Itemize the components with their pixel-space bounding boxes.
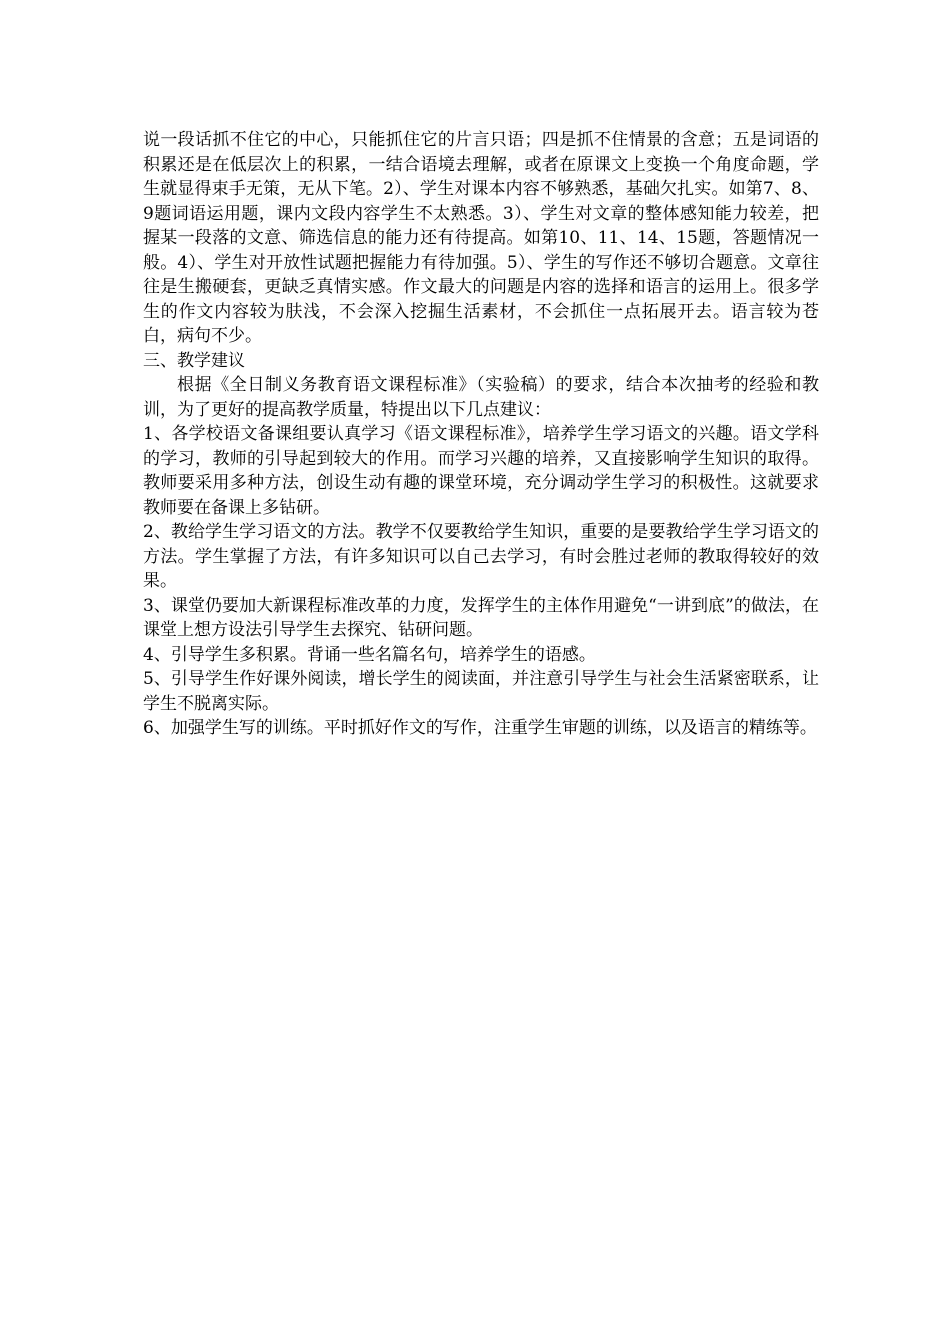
analysis-paragraph: 说一段话抓不住它的中心，只能抓住它的片言只语；四是抓不住情景的含意；五是词语的积累还是在低层次上的积累，一结合语境去理解，或者在原课文上变换一个角度命题，学生就显得束手无策，无从下笔。2）、学生对课本内容不够熟悉，基础欠扎实。如第7、8、9题词语运用题，课内文段内容学生不太熟悉。3）、学生对文章的整体感知能力较差，把握某一段落的文意、筛选信息的能力还有待提高。如第10、11、14、15题，答题情况一般。4）、学生对开放性试题把握能力有待加强。5）、学生的写作还不够切合题意。文章往往是生搬硬套，更缺乏真情实感。作文最大的问题是内容的选择和语言的运用上。很多学生的作文内容较为肤浅，不会深入挖掘生活素材，不会抓住一点拓展开去。语言较为苍白，病句不少。	[143, 130, 819, 346]
suggestion-item-2: 2、教给学生学习语文的方法。教学不仅要教给学生知识，重要的是要教给学生学习语文的方法。学生掌握了方法，有许多知识可以自己去学习，有时会胜过老师的教取得较好的效果。	[143, 522, 819, 591]
suggestion-item-5: 5、引导学生作好课外阅读，增长学生的阅读面，并注意引导学生与社会生活紧密联系，让学生不脱离实际。	[143, 669, 819, 714]
section-heading-teaching-suggestions: 三、教学建议	[143, 350, 245, 371]
suggestions-intro-paragraph: 根据《全日制义务教育语文课程标准》（实验稿）的要求，结合本次抽考的经验和教训，为了更好的提高教学质量，特提出以下几点建议：	[143, 375, 819, 420]
suggestion-item-6: 6、加强学生写的训练。平时抓好作文的写作，注重学生审题的训练，以及语言的精练等。	[143, 718, 817, 738]
suggestion-item-3: 3、课堂仍要加大新课程标准改革的力度，发挥学生的主体作用避免“一讲到底”的做法，在课堂上想方设法引导学生去探究、钻研问题。	[143, 595, 819, 640]
suggestion-item-1: 1、各学校语文备课组要认真学习《语文课程标准》，培养学生学习语文的兴趣。语文学科的学习，教师的引导起到较大的作用。而学习兴趣的培养，又直接影响学生知识的取得。教师要采用多种方法，创设生动有趣的课堂环境，充分调动学生学习的积极性。这就要求教师要在备课上多钻研。	[143, 424, 819, 518]
document-body	[143, 128, 819, 741]
suggestion-item-4: 4、引导学生多积累。背诵一些名篇名句，培养学生的语感。	[143, 644, 596, 665]
